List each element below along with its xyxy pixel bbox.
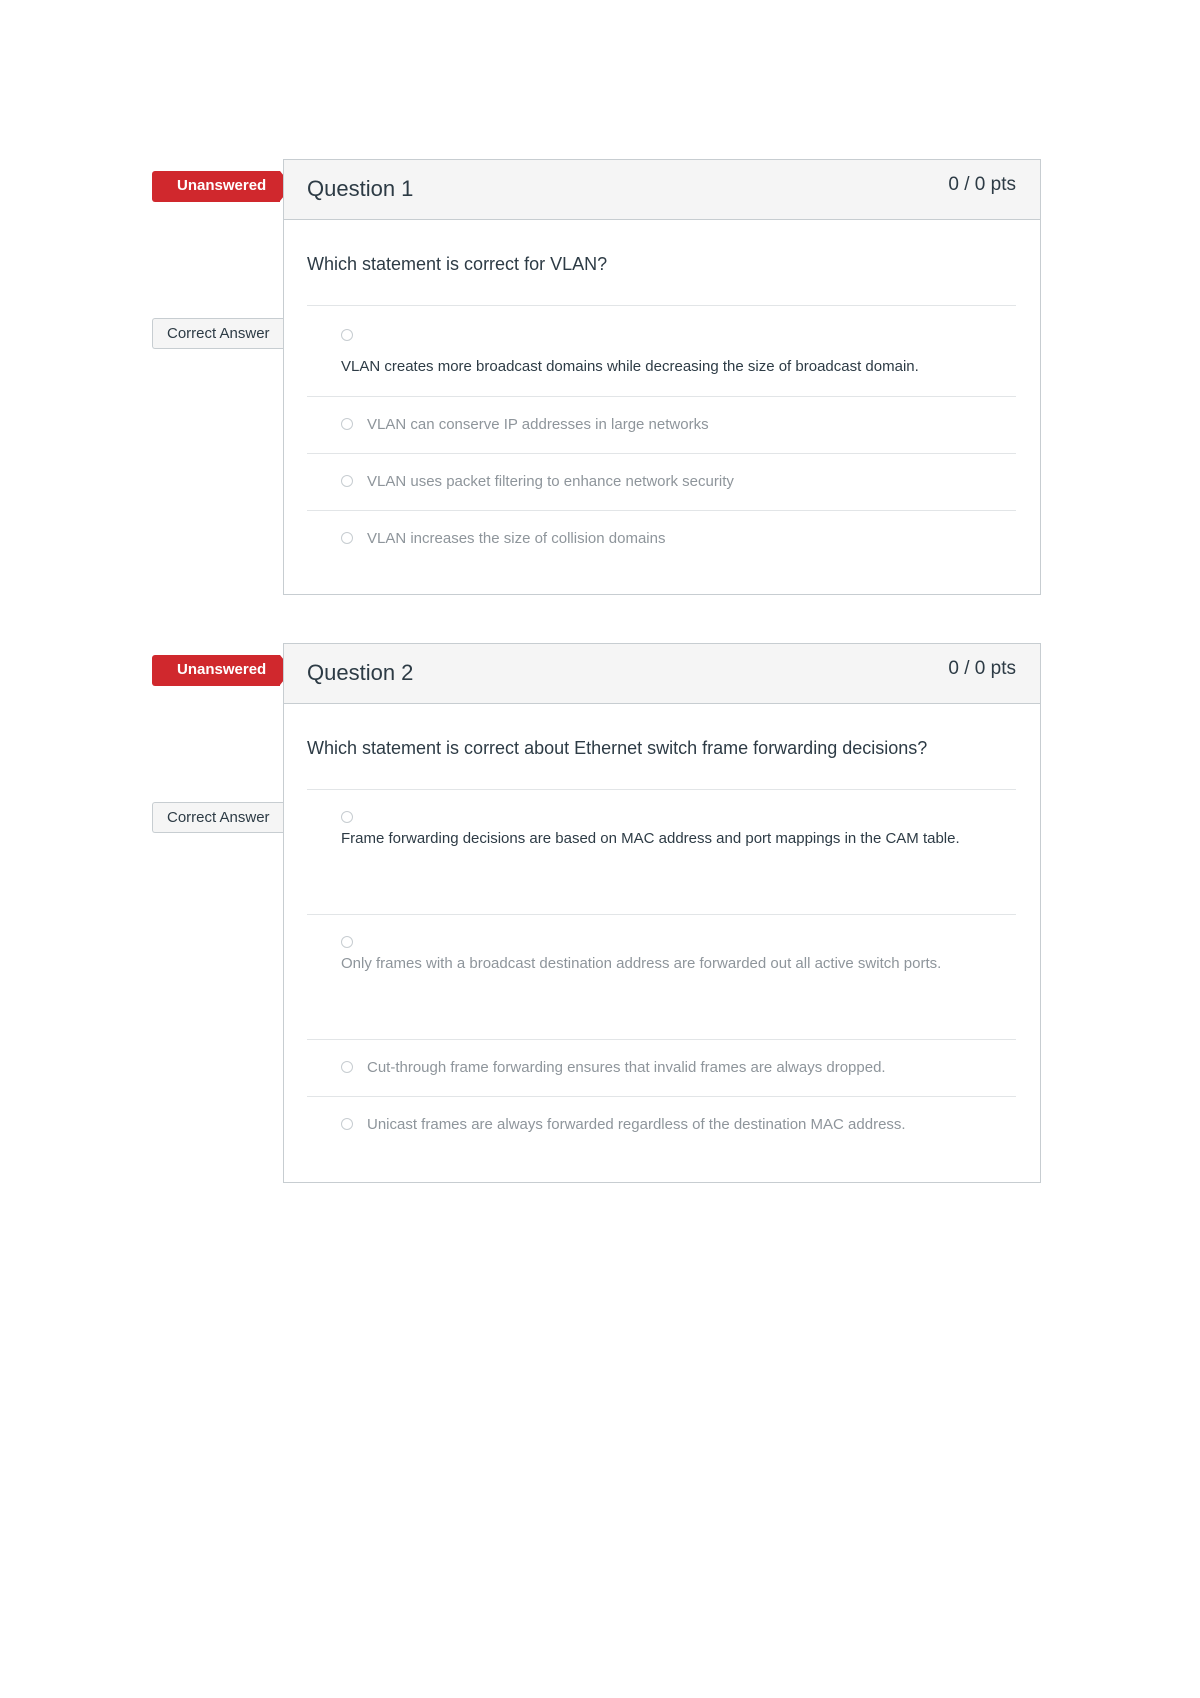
question-title: Question 2 [307, 660, 414, 685]
answer-option[interactable] [307, 454, 1016, 511]
question-points: 0 / 0 pts [948, 658, 1016, 679]
correct-answer-badge: Correct Answer [152, 802, 291, 833]
radio-icon[interactable] [341, 811, 353, 823]
answer-option[interactable] [307, 1040, 1016, 1097]
answer-text: VLAN uses packet filtering to enhance network security [367, 473, 734, 490]
question-text: Which statement is correct about Ethernet switch frame forwarding decisions? [307, 704, 1016, 790]
question-card [283, 643, 1041, 1183]
answer-text: VLAN increases the size of collision domains [367, 530, 666, 547]
radio-icon[interactable] [341, 936, 353, 948]
answer-text: Frame forwarding decisions are based on MAC address and port mappings in the CAM table. [341, 830, 960, 847]
answer-option[interactable] [307, 397, 1016, 454]
question-title: Question 1 [307, 176, 414, 201]
question-header [284, 160, 1040, 220]
correct-answer-badge: Correct Answer [152, 318, 291, 349]
radio-icon[interactable] [341, 532, 353, 544]
answer-option[interactable] [307, 511, 1016, 568]
radio-icon[interactable] [341, 1061, 353, 1073]
radio-icon[interactable] [341, 1118, 353, 1130]
answer-text: Unicast frames are always forwarded regardless of the destination MAC address. [367, 1116, 906, 1133]
answer-text: VLAN creates more broadcast domains while decreasing the size of broadcast domain. [341, 358, 919, 375]
answer-option[interactable] [307, 1097, 1016, 1154]
answer-option[interactable] [307, 306, 1016, 397]
unanswered-badge: Unanswered [152, 171, 280, 202]
question-header [284, 644, 1040, 704]
question-body [284, 220, 1040, 568]
radio-icon[interactable] [341, 329, 353, 341]
answer-list [307, 790, 1016, 1154]
answer-text: Only frames with a broadcast destination address are forwarded out all active switch ports. [341, 955, 942, 972]
question-points: 0 / 0 pts [948, 174, 1016, 195]
answer-text: Cut-through frame forwarding ensures that invalid frames are always dropped. [367, 1059, 886, 1076]
answer-option[interactable] [307, 915, 1016, 1040]
unanswered-badge: Unanswered [152, 655, 280, 686]
answer-text: VLAN can conserve IP addresses in large networks [367, 416, 709, 433]
radio-icon[interactable] [341, 418, 353, 430]
radio-icon[interactable] [341, 475, 353, 487]
question-card [283, 159, 1041, 595]
question-body [284, 704, 1040, 1154]
answer-option[interactable] [307, 790, 1016, 915]
question-text: Which statement is correct for VLAN? [307, 220, 1016, 306]
answer-list [307, 306, 1016, 568]
